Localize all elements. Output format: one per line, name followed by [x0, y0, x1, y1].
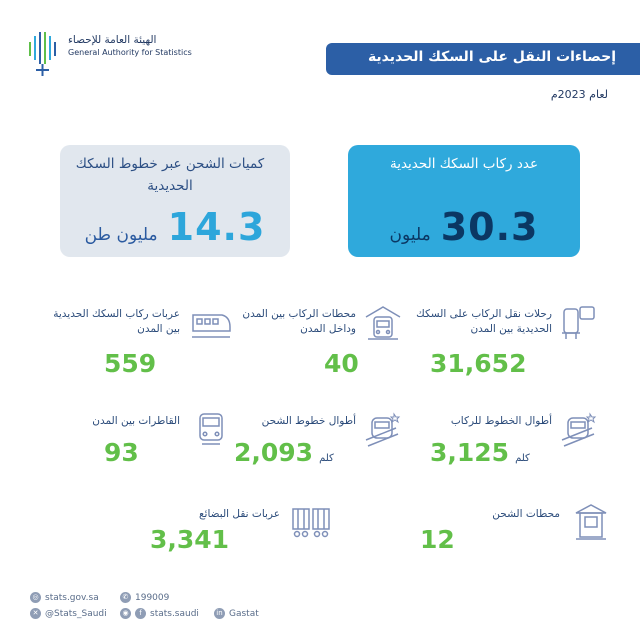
freight-lines-value: 2,093 [234, 438, 314, 467]
stat-passenger-lines [420, 410, 600, 490]
linkedin-icon: in [214, 608, 225, 619]
freight-wagons-value: 3,341 [150, 525, 230, 554]
intercity-trips-value: 31,652 [430, 349, 527, 378]
freight-wagons-label: عربات نقل البضائع [198, 508, 280, 520]
stat-freight-lines [224, 410, 404, 490]
freight-wagon-icon [290, 503, 332, 543]
stat-freight-wagons [140, 503, 320, 583]
footer-social[interactable]: ◉ f stats.saudi [120, 608, 199, 619]
freight-lines-unit: كلم [319, 453, 334, 464]
logo-name-ar: الهيئة العامة للإحصاء [68, 34, 157, 46]
stations-label: محطات الركاب بين المدن وداخل المدن [242, 308, 356, 335]
page-title: إحصاءات النقل على السكك الحديدية [367, 49, 616, 65]
freight-unit: مليون طن [84, 225, 158, 245]
freight-label: كميات الشحن عبر خطوط السكك الحديدية [75, 156, 265, 194]
gastat-logo-icon [24, 30, 62, 78]
passenger-lines-value: 3,125 [430, 438, 510, 467]
stations-value: 40 [324, 349, 359, 378]
stat-stations [224, 303, 404, 383]
intercity-trips-label: رحلات نقل الركاب على السكك الحديدية بين المدن [416, 308, 552, 335]
freight-value: 14.3 [167, 205, 266, 249]
facebook-icon: f [135, 608, 146, 619]
passenger-coach-icon [190, 303, 232, 343]
stat-freight-stations [420, 503, 600, 583]
coaches-label: عربات ركاب السكك الحديدية بين المدن [53, 308, 180, 335]
passenger-lines-unit: كلم [515, 453, 530, 464]
footer-website[interactable]: ◎ stats.gov.sa [30, 592, 99, 603]
freight-stations-label: محطات الشحن [492, 508, 560, 520]
stat-coaches [40, 303, 220, 383]
passengers-label: عدد ركاب السكك الحديدية [389, 156, 539, 172]
passengers-value: 30.3 [440, 205, 539, 249]
stat-intercity-trips [416, 303, 600, 383]
freight-stations-value: 12 [420, 525, 455, 554]
freight-lines-label: أطوال خطوط الشحن [261, 415, 356, 427]
footer-phone[interactable]: ✆ 199009 [120, 592, 169, 603]
locomotives-value: 93 [104, 438, 139, 467]
passenger-line-icon [558, 410, 600, 450]
year-label: لعام 2023م [550, 88, 608, 101]
passengers-card [348, 145, 580, 257]
title-banner [326, 43, 640, 75]
phone-icon: ✆ [120, 592, 131, 603]
train-seat-icon [558, 303, 600, 343]
x-twitter-icon: ✕ [30, 608, 41, 619]
globe-icon: ◎ [30, 592, 41, 603]
freight-line-icon [362, 410, 404, 450]
station-icon [362, 303, 404, 343]
passengers-unit: مليون [389, 225, 431, 245]
locomotive-icon [190, 410, 232, 450]
gastat-logo [24, 30, 194, 82]
passenger-lines-label: أطوال الخطوط للركاب [450, 415, 552, 427]
locomotives-label: القاطرات بين المدن [92, 415, 180, 427]
footer-linkedin[interactable]: in Gastat [214, 608, 259, 619]
instagram-icon: ◉ [120, 608, 131, 619]
coaches-value: 559 [104, 349, 157, 378]
stat-locomotives [40, 410, 220, 490]
footer-twitter[interactable]: ✕ @Stats_Saudi [30, 608, 107, 619]
freight-card [60, 145, 290, 257]
freight-station-icon [570, 503, 612, 543]
logo-name-en: General Authority for Statistics [68, 48, 192, 57]
